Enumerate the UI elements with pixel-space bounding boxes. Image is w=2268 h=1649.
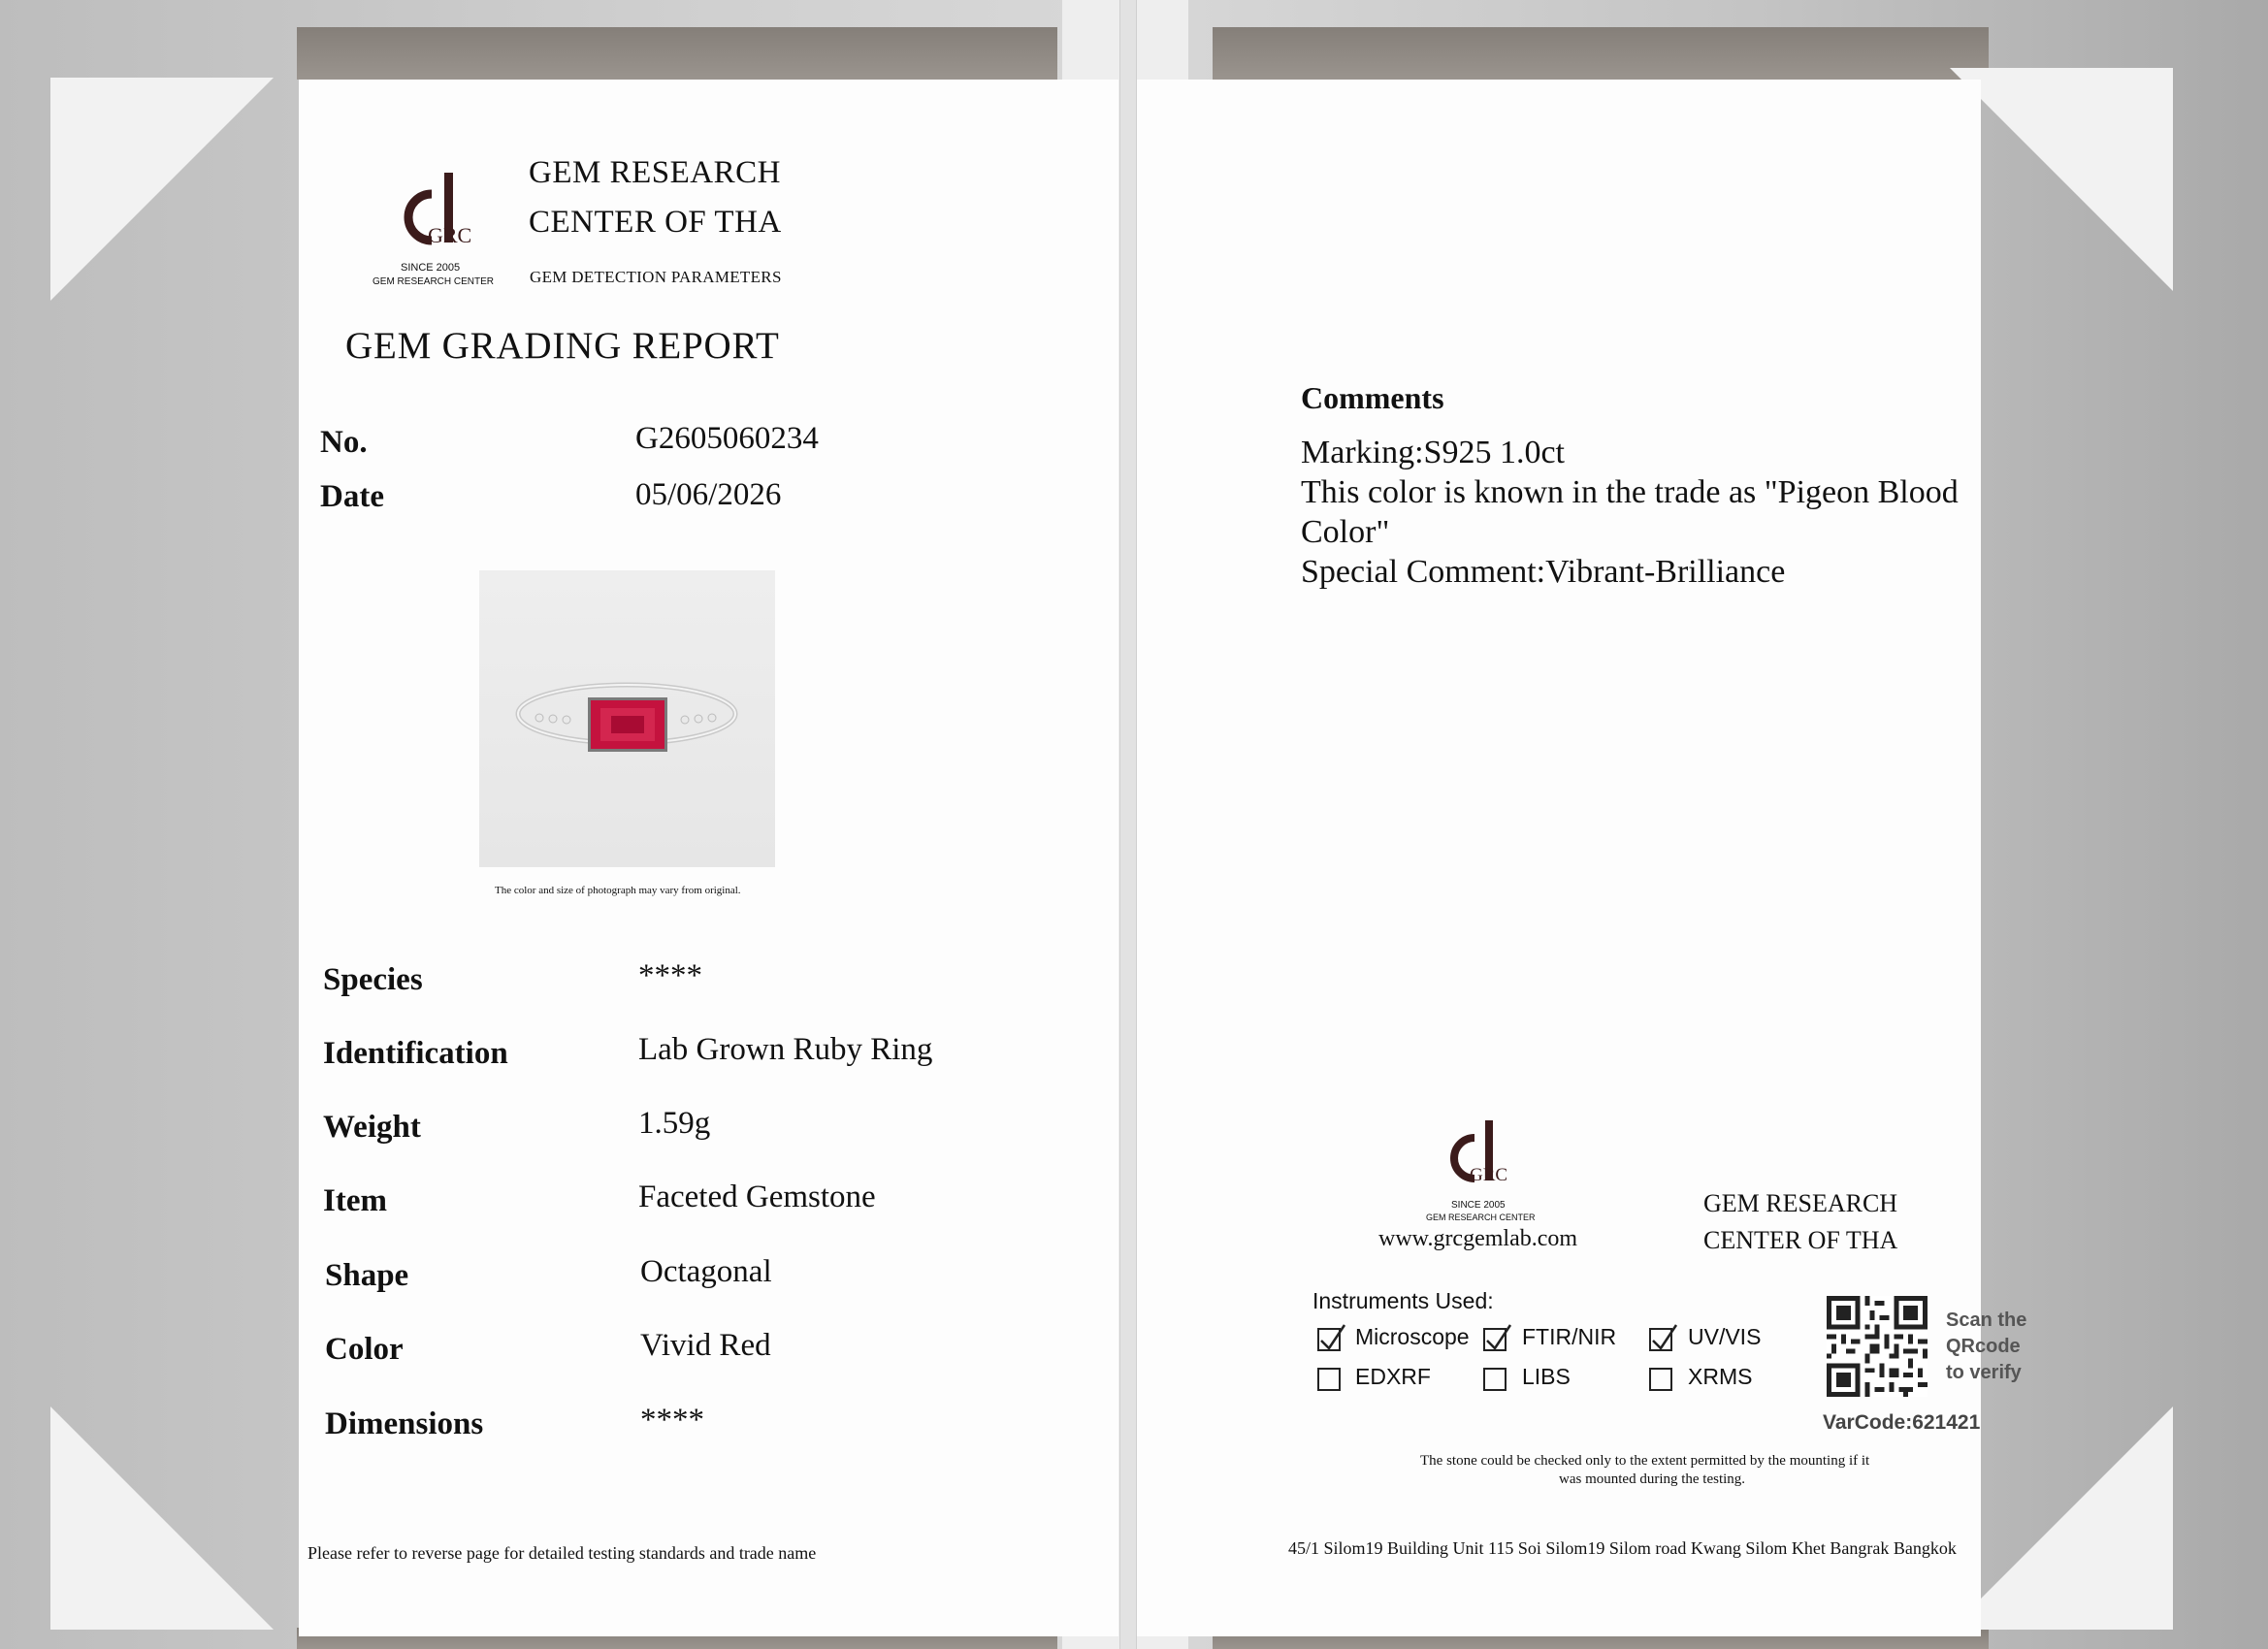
corner-holder-bottom-left [50, 1406, 274, 1630]
reverse-page-note: Please refer to reverse page for detailed testing standards and trade name [308, 1543, 817, 1563]
checkbox-microscope[interactable] [1317, 1328, 1341, 1351]
checkbox-uv-vis[interactable] [1649, 1328, 1672, 1351]
date-label: Date [320, 479, 384, 514]
checkmark-icon [1484, 1321, 1513, 1354]
folder-top-band-right [1213, 27, 1989, 80]
instrument-label-libs: LIBS [1522, 1364, 1571, 1389]
checkbox-libs[interactable] [1483, 1368, 1507, 1391]
org-name-bottom-line1: GEM RESEARCH [1703, 1189, 1898, 1217]
field-value-weight: 1.59g [638, 1106, 711, 1141]
org-name-line1: GEM RESEARCH [529, 155, 781, 190]
field-label-identification: Identification [323, 1036, 508, 1071]
report-title: GEM GRADING REPORT [345, 325, 780, 367]
ruby-ring-image [479, 570, 775, 867]
ring-photo [479, 570, 775, 867]
checkbox-ftir-nir[interactable] [1483, 1328, 1507, 1351]
field-label-weight: Weight [323, 1110, 421, 1145]
field-label-dimensions: Dimensions [325, 1406, 484, 1441]
qr-code[interactable] [1827, 1296, 1928, 1402]
scan-text-line2: QRcode [1946, 1336, 2021, 1357]
corner-holder-bottom-right [1950, 1406, 2173, 1630]
instrument-label-xrms: XRMS [1688, 1364, 1753, 1389]
comment-line-4: Special Comment:Vibrant-Brilliance [1301, 554, 1786, 590]
instrument-label-uv-vis: UV/VIS [1688, 1324, 1762, 1349]
disclaimer-line1: The stone could be checked only to the extent permitted by the mounting if it [1420, 1453, 1870, 1469]
checkmark-icon [1318, 1321, 1347, 1354]
grc-logo-top [393, 173, 480, 259]
field-value-dimensions: **** [640, 1403, 704, 1438]
disclaimer-line2: was mounted during the testing. [1559, 1471, 1746, 1487]
field-label-item: Item [323, 1183, 387, 1218]
comment-line-1: Marking:S925 1.0ct [1301, 435, 1565, 470]
folder-top-band-left [297, 27, 1057, 80]
comment-line-2: This color is known in the trade as "Pigeon Blood [1301, 474, 1959, 510]
varcode: VarCode:621421 [1823, 1411, 1981, 1434]
grc-logo-bottom [1441, 1120, 1518, 1195]
qr-code-icon [1827, 1296, 1928, 1397]
field-label-color: Color [325, 1332, 404, 1367]
date-value: 05/06/2026 [635, 477, 782, 512]
corner-holder-top-left [50, 78, 274, 301]
folder-spine-gap [1119, 0, 1137, 1649]
field-label-shape: Shape [325, 1258, 409, 1293]
website-link[interactable]: www.grcgemlab.com [1378, 1226, 1578, 1251]
logo-grc-text: GRC [428, 223, 472, 247]
number-value: G2605060234 [635, 421, 819, 456]
logo-since-bottom: SINCE 2005 [1451, 1200, 1506, 1211]
number-label: No. [320, 425, 368, 460]
corner-holder-top-right [1950, 68, 2173, 291]
field-value-item: Faceted Gemstone [638, 1180, 876, 1214]
org-name-line2: CENTER OF THA [529, 205, 782, 240]
logo-center-name: GEM RESEARCH CENTER [373, 276, 495, 287]
instrument-label-edxrf: EDXRF [1355, 1364, 1431, 1389]
logo-grc-text-bottom: GRC [1470, 1165, 1508, 1185]
instruments-heading: Instruments Used: [1312, 1288, 1494, 1313]
comments-heading: Comments [1301, 380, 1444, 415]
lab-address: 45/1 Silom19 Building Unit 115 Soi Silom19 Silom road Kwang Silom Khet Bangrak Bangkok [1288, 1538, 1957, 1558]
checkbox-xrms[interactable] [1649, 1368, 1672, 1391]
checkbox-edxrf[interactable] [1317, 1368, 1341, 1391]
scan-text-line1: Scan the [1946, 1310, 2027, 1331]
field-value-color: Vivid Red [640, 1328, 771, 1363]
field-value-identification: Lab Grown Ruby Ring [638, 1032, 933, 1067]
comment-line-3: Color" [1301, 514, 1390, 550]
scan-text-line3: to verify [1946, 1362, 2022, 1383]
field-label-species: Species [323, 962, 423, 997]
field-value-species: **** [638, 958, 702, 993]
photo-caption: The color and size of photograph may vary from original. [495, 885, 741, 896]
checkmark-icon [1650, 1321, 1679, 1354]
logo-since: SINCE 2005 [401, 262, 461, 274]
logo-center-name-bottom: GEM RESEARCH CENTER [1426, 1212, 1536, 1222]
instrument-label-ftir-nir: FTIR/NIR [1522, 1324, 1617, 1349]
org-name-bottom-line2: CENTER OF THA [1703, 1226, 1898, 1254]
org-subtitle: GEM DETECTION PARAMETERS [530, 268, 782, 286]
report-back-page [1137, 80, 1981, 1636]
field-value-shape: Octagonal [640, 1254, 772, 1289]
instrument-label-microscope: Microscope [1355, 1324, 1470, 1349]
